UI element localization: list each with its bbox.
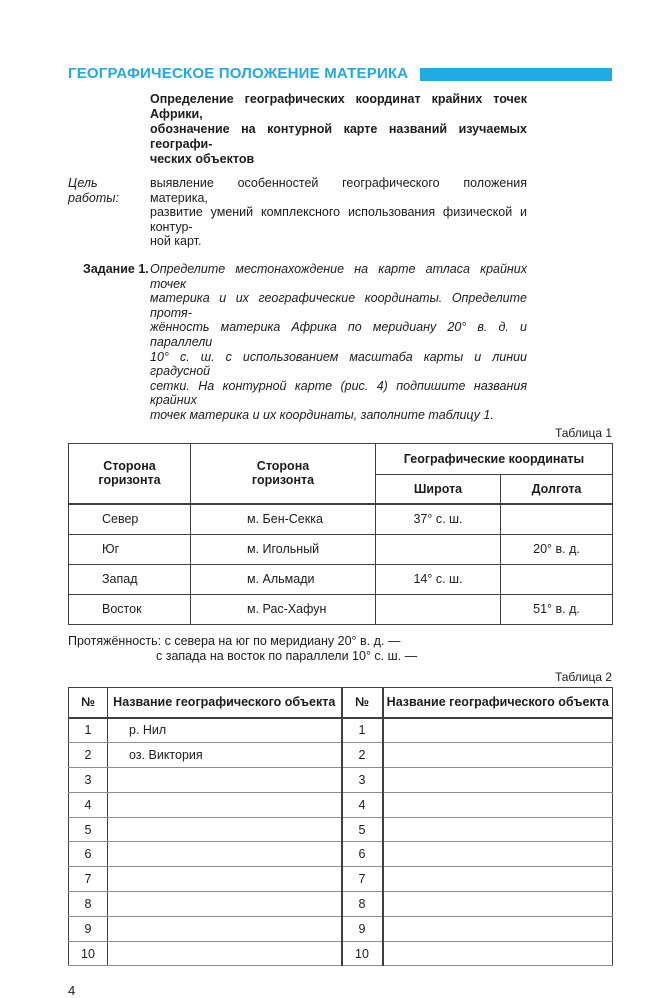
table-row bbox=[69, 842, 613, 867]
task1-line: Определите местонахождение на карте атласа крайних точек bbox=[150, 261, 527, 291]
row-number: 3 bbox=[342, 768, 383, 793]
row-number: 7 bbox=[342, 867, 383, 892]
table2-num-header-right: № bbox=[342, 687, 383, 718]
object-name-cell bbox=[108, 842, 342, 867]
task1-label: Задание 1. bbox=[83, 261, 149, 276]
goal-section bbox=[68, 176, 612, 249]
section-header bbox=[68, 66, 612, 82]
object-name-cell: р. Нил bbox=[108, 718, 342, 743]
task1-line: точек материка и их координаты, заполните таблицу 1. bbox=[150, 407, 494, 422]
row-number: 5 bbox=[342, 817, 383, 842]
row-number: 2 bbox=[69, 743, 108, 768]
object-name-cell bbox=[108, 941, 342, 966]
goal-text bbox=[150, 176, 527, 249]
point-cell: м. Бен-Секка bbox=[191, 504, 376, 534]
row-number: 4 bbox=[69, 792, 108, 817]
row-number: 10 bbox=[342, 941, 383, 966]
object-name-cell bbox=[108, 792, 342, 817]
row-number: 1 bbox=[69, 718, 108, 743]
object-name-cell bbox=[383, 743, 613, 768]
task1-section bbox=[68, 262, 612, 423]
row-number: 3 bbox=[69, 768, 108, 793]
side-cell: Юг bbox=[69, 534, 191, 564]
table1-lat-header: Широта bbox=[376, 474, 501, 504]
lon-cell: 20° в. д. bbox=[501, 534, 613, 564]
extreme-points-table bbox=[68, 443, 613, 625]
row-number: 7 bbox=[69, 867, 108, 892]
object-name-cell bbox=[383, 768, 613, 793]
table2-caption: Таблица 2 bbox=[554, 669, 612, 684]
row-number: 1 bbox=[342, 718, 383, 743]
table-row bbox=[69, 892, 613, 917]
object-name-cell bbox=[383, 892, 613, 917]
extent-note bbox=[68, 634, 612, 664]
table-row bbox=[69, 941, 613, 966]
row-number: 8 bbox=[342, 892, 383, 917]
table-row bbox=[69, 504, 613, 534]
table1-coords-header: Географические координаты bbox=[376, 443, 613, 474]
object-name-cell bbox=[383, 941, 613, 966]
lat-cell: 37° с. ш. bbox=[376, 504, 501, 534]
task1-line: жённость материка Африка по меридиану 20° в. д. и параллели bbox=[150, 320, 527, 349]
lat-cell: 14° с. ш. bbox=[376, 564, 501, 594]
goal-line: ной карт. bbox=[150, 234, 202, 249]
task1-text bbox=[150, 262, 527, 423]
object-name-cell bbox=[383, 842, 613, 867]
section-title: ГЕОГРАФИЧЕСКОЕ ПОЛОЖЕНИЕ МАТЕРИКА bbox=[68, 65, 409, 82]
lon-cell bbox=[501, 504, 613, 534]
task1-line: 10° с. ш. с использованием масштаба карты и линии градусной bbox=[150, 349, 527, 379]
lon-cell: 51° в. д. bbox=[501, 594, 613, 624]
row-number: 6 bbox=[342, 842, 383, 867]
object-name-cell bbox=[108, 916, 342, 941]
object-name-cell bbox=[108, 892, 342, 917]
object-name-cell bbox=[383, 792, 613, 817]
subtitle-line: ческих объектов bbox=[150, 152, 255, 166]
goal-label: Цель работы: bbox=[68, 176, 119, 205]
row-number: 9 bbox=[69, 916, 108, 941]
table1-col1-header: Сторона горизонта bbox=[69, 443, 191, 504]
extent-line-parallel: с запада на восток по параллели 10° с. ш. — bbox=[156, 648, 418, 663]
row-number: 6 bbox=[69, 842, 108, 867]
row-number: 5 bbox=[69, 817, 108, 842]
row-number: 2 bbox=[342, 743, 383, 768]
table-row bbox=[69, 768, 613, 793]
object-name-cell bbox=[108, 817, 342, 842]
lesson-subtitle bbox=[150, 92, 527, 167]
side-cell: Запад bbox=[69, 564, 191, 594]
table-row bbox=[69, 594, 613, 624]
goal-line: развитие умений комплексного использования физической и контур- bbox=[150, 205, 527, 234]
table1-lon-header: Долгота bbox=[501, 474, 613, 504]
table2-name-header-left: Название географического объекта bbox=[108, 687, 342, 718]
subtitle-line: Определение географических координат крайних точек Африки, bbox=[150, 92, 527, 121]
side-cell: Север bbox=[69, 504, 191, 534]
row-number: 8 bbox=[69, 892, 108, 917]
table-row bbox=[69, 916, 613, 941]
object-name-cell bbox=[383, 817, 613, 842]
goal-line: выявление особенностей географического положения материка, bbox=[150, 176, 527, 205]
row-number: 10 bbox=[69, 941, 108, 966]
row-number: 9 bbox=[342, 916, 383, 941]
table-row bbox=[69, 743, 613, 768]
table1-col2-header: Сторона горизонта bbox=[191, 443, 376, 504]
subtitle-line: обозначение на контурной карте названий изучаемых географи- bbox=[150, 122, 527, 151]
table-row bbox=[69, 792, 613, 817]
point-cell: м. Игольный bbox=[191, 534, 376, 564]
table-row bbox=[69, 718, 613, 743]
lat-cell bbox=[376, 594, 501, 624]
page-number: 4 bbox=[68, 983, 76, 998]
table1-caption: Таблица 1 bbox=[554, 425, 612, 440]
object-name-cell bbox=[108, 768, 342, 793]
table2-num-header-left: № bbox=[69, 687, 108, 718]
extent-line-meridian: Протяжённость: с севера на юг по меридиану 20° в. д. — bbox=[68, 633, 401, 648]
object-name-cell: оз. Виктория bbox=[108, 743, 342, 768]
point-cell: м. Рас-Хафун bbox=[191, 594, 376, 624]
table-row bbox=[69, 564, 613, 594]
table-row bbox=[69, 817, 613, 842]
title-accent-bar bbox=[420, 68, 612, 81]
point-cell: м. Альмади bbox=[191, 564, 376, 594]
table2-name-header-right: Название географического объекта bbox=[383, 687, 613, 718]
lon-cell bbox=[501, 564, 613, 594]
object-name-cell bbox=[383, 718, 613, 743]
row-number: 4 bbox=[342, 792, 383, 817]
task1-line: сетки. На контурной карте (рис. 4) подпишите названия крайних bbox=[150, 378, 527, 408]
side-cell: Восток bbox=[69, 594, 191, 624]
table-row bbox=[69, 534, 613, 564]
geo-objects-table bbox=[68, 687, 613, 967]
object-name-cell bbox=[383, 916, 613, 941]
lat-cell bbox=[376, 534, 501, 564]
task1-line: материка и их географические координаты. Определите протя- bbox=[150, 291, 527, 320]
